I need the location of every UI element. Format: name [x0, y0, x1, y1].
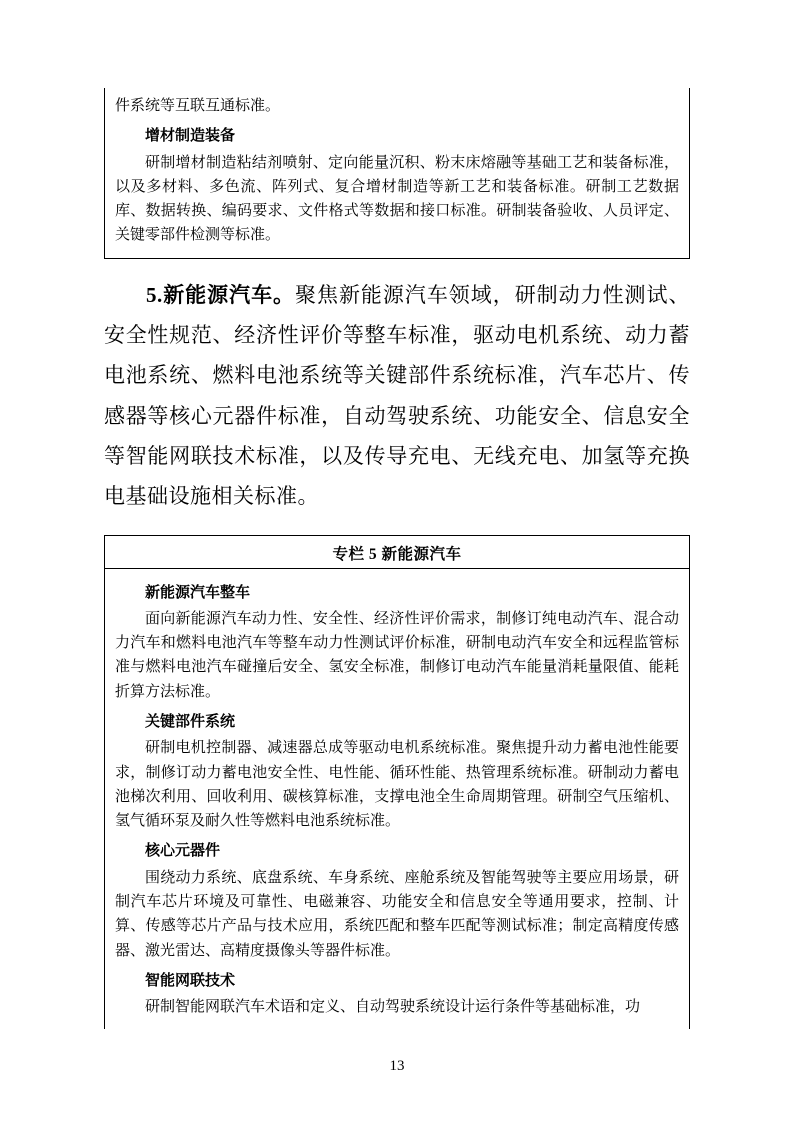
main-paragraph-text: 聚焦新能源汽车领域，研制动力性测试、安全性规范、经济性评价等整车标准，驱动电机系统、动力蓄电池系统、燃料电池系统等关键部件系统标准，汽车芯片、传感器等核心元器件标准，自动驾驶系统、功能安全、信息安全等智能网联技术标准，以及传导充电、无线充电、加氢等充换电基础设施相关标准。 [104, 282, 690, 509]
continued-text: 件系统等互联互通标准。 [115, 98, 281, 114]
section-paragraph-additive-manufacturing: 研制增材制造粘结剂喷射、定向能量沉积、粉末床熔融等基础工艺和装备标准，以及多材料、多色流、阵列式、复合增材制造等新工艺和装备标准。研制工艺数据库、数据转换、编码要求、文件格式等数据和接口标准。研制装备验收、人员评定、关键零部件检测等标准。 [115, 154, 679, 244]
page-number: 13 [389, 1058, 405, 1074]
section-heading-additive-manufacturing: 增材制造装备 [145, 128, 236, 145]
section-heading-core-devices: 核心元器件 [145, 843, 221, 860]
main-paragraph-title: 新能源汽车。 [162, 282, 296, 307]
main-paragraph [104, 275, 690, 517]
section-heading-key-components: 关键部件系统 [145, 714, 236, 731]
section-paragraph-intelligent-connected: 研制智能网联汽车术语和定义、自动驾驶系统设计运行条件等基础标准，功 [145, 999, 641, 1016]
section-heading-intelligent-connected: 智能网联技术 [145, 972, 236, 989]
section-paragraph-key-components: 研制电机控制器、减速器总成等驱动电机系统标准。聚焦提升动力蓄电池性能要求，制修订动力蓄电池安全性、电性能、循环性能、热管理系统标准。研制动力蓄电池梯次利用、回收利用、碳核算标准，支撑电池全生命周期管理。研制空气压缩机、氢气循环泵及耐久性等燃料电池系统标准。 [115, 740, 679, 830]
section-paragraph-core-devices: 围绕动力系统、底盘系统、车身系统、座舱系统及智能驾驶等主要应用场景，研制汽车芯片环境及可靠性、电磁兼容、功能安全和信息安全等通用要求，控制、计算、传感等芯片产品与技术应用，系统匹配和整车匹配等测试标准；制定高精度传感器、激光雷达、高精度摄像头等器件标准。 [115, 869, 679, 959]
feature-box-column5 [104, 535, 690, 1030]
feature-box-column5-inner [105, 569, 689, 1030]
feature-box-title: 专栏 5 新能源汽车 [105, 536, 689, 569]
main-paragraph-number: 5. [146, 282, 163, 307]
section-heading-vehicle: 新能源汽车整车 [145, 584, 251, 601]
section-paragraph-vehicle: 面向新能源汽车动力性、安全性、经济性评价需求，制修订纯电动汽车、混合动力汽车和燃料电池汽车等整车动力性测试评价标准，研制电动汽车安全和远程监管标准与燃料电池汽车碰撞后安全、氢安全标准，制修订电动汽车能量消耗量限值、能耗折算方法标准。 [115, 610, 679, 700]
feature-box-top [104, 88, 690, 259]
feature-box-top-inner [105, 88, 689, 258]
